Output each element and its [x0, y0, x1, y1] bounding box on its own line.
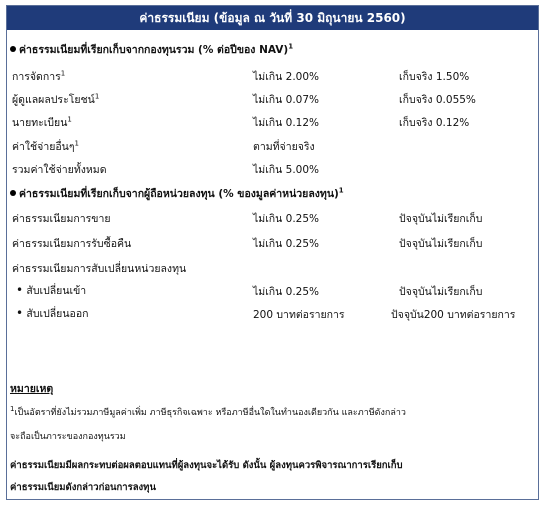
row-label-text: ค่าใช้จ่ายอื่นๆ	[12, 141, 75, 153]
fee-row-label	[16, 282, 86, 299]
fee-row-actual: ปัจจุบันไม่เรียกเก็บ	[399, 286, 483, 298]
footnote-mark: 1	[94, 92, 100, 101]
fee-row-label: ค่าธรรมเนียมการขาย	[12, 213, 111, 225]
fee-row-max: 200 บาทต่อรายการ	[253, 309, 345, 321]
fee-header: ค่าธรรมเนียม (ข้อมูล ณ วันที่ 30 มิถุนายน 2560)	[7, 6, 538, 30]
row-label-text: นายทะเบียน	[12, 117, 68, 129]
fee-row-label	[12, 138, 79, 155]
fee-row-max: ไม่เกิน 5.00%	[253, 164, 320, 176]
note-1-line-1	[10, 405, 406, 419]
footnote-mark: 1	[10, 405, 15, 413]
footnote-mark: 1	[60, 69, 66, 78]
footnote-mark: 1	[288, 42, 294, 51]
bullet-icon	[10, 46, 16, 52]
fee-row-actual: ปัจจุบัน200 บาทต่อรายการ	[391, 309, 516, 321]
row-label-text: สับเปลี่ยนออก	[26, 308, 89, 320]
unitholder-fees-title-text: ค่าธรรมเนียมที่เรียกเก็บจากผู้ถือหน่วยลงทุน (% ของมูลค่าหน่วยลงทุน)	[19, 188, 339, 200]
fund-fees-section-title	[10, 41, 293, 58]
fee-row-label	[12, 114, 72, 131]
note-2-line-1: ค่าธรรมเนียมมีผลกระทบต่อผลตอบแทนที่ผู้ลงทุนจะได้รับ ดังนั้น ผู้ลงทุนควรพิจารณาการเรียกเก็บ	[10, 460, 403, 471]
fee-row-max: ตามที่จ่ายจริง	[253, 141, 315, 153]
notes-title: หมายเหตุ	[10, 383, 54, 395]
fee-row-label	[12, 68, 65, 85]
fee-row-max: ไม่เกิน 0.25%	[253, 213, 320, 225]
fee-row-label: รวมค่าใช้จ่ายทั้งหมด	[12, 164, 107, 176]
fee-row-max: ไม่เกิน 0.12%	[253, 117, 320, 129]
note-2-line-2: ค่าธรรมเนียมดังกล่าวก่อนการลงทุน	[10, 482, 156, 493]
fee-card	[6, 5, 539, 500]
fee-row-max: ไม่เกิน 0.25%	[253, 238, 320, 250]
fee-row-max: ไม่เกิน 2.00%	[253, 71, 320, 83]
switch-fee-label: ค่าธรรมเนียมการสับเปลี่ยนหน่วยลงทุน	[12, 263, 187, 275]
unitholder-fees-section-title	[10, 185, 344, 202]
fund-fees-title-text: ค่าธรรมเนียมที่เรียกเก็บจากกองทุนรวม (% ต่อปีของ NAV)	[19, 44, 289, 56]
row-label-text: ผู้ดูแลผลประโยชน์	[12, 94, 95, 106]
fee-row-actual: เก็บจริง 1.50%	[399, 71, 470, 83]
fee-row-label	[12, 91, 99, 108]
fee-row-actual: ปัจจุบันไม่เรียกเก็บ	[399, 213, 483, 225]
row-label-text: สับเปลี่ยนเข้า	[26, 285, 87, 297]
footnote-mark: 1	[74, 139, 79, 148]
footnote-mark: 1	[338, 186, 344, 195]
note-text: เป็นอัตราที่ยังไม่รวมภาษีมูลค่าเพิ่ม ภาษีธุรกิจเฉพาะ หรือภาษีอื่นใดในทำนองเดียวกัน และภาษีดังกล่าว	[14, 408, 406, 418]
row-label-text: การจัดการ	[12, 71, 61, 83]
fee-row-max: ไม่เกิน 0.07%	[253, 94, 320, 106]
fee-row-label	[16, 305, 88, 322]
bullet-dot-icon: •	[16, 283, 24, 297]
fee-row-actual: เก็บจริง 0.055%	[399, 94, 476, 106]
note-1-line-2: จะถือเป็นภาระของกองทุนรวม	[10, 432, 126, 442]
bullet-dot-icon: •	[16, 306, 24, 320]
fee-row-actual: เก็บจริง 0.12%	[399, 117, 470, 129]
footnote-mark: 1	[67, 115, 72, 124]
fee-row-actual: ปัจจุบันไม่เรียกเก็บ	[399, 238, 483, 250]
fee-row-max: ไม่เกิน 0.25%	[253, 286, 320, 298]
bullet-icon	[10, 190, 16, 196]
fee-row-label: ค่าธรรมเนียมการรับซื้อคืน	[12, 238, 132, 250]
